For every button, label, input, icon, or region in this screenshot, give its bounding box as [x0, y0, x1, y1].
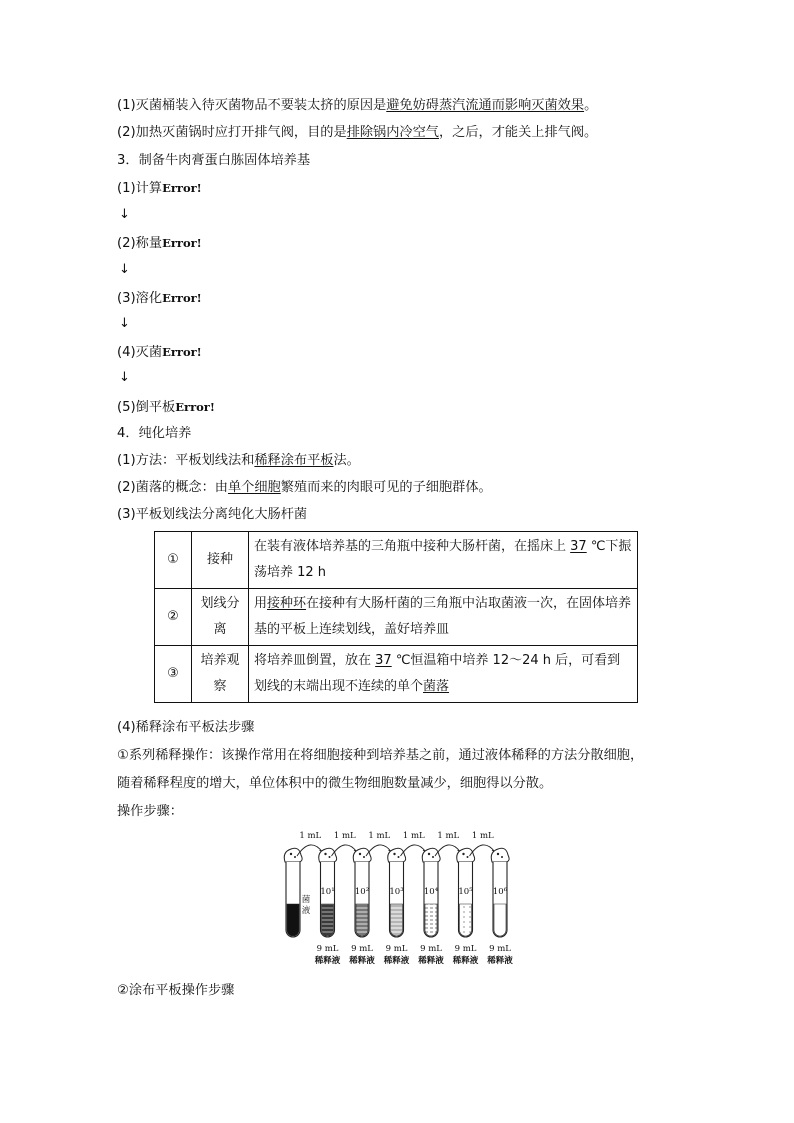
cotton-dot [363, 856, 365, 858]
step-sterilize [117, 342, 202, 363]
cotton-dot [462, 853, 464, 855]
paragraph-serial-dilution-2: 随着稀释程度的增大，单位体积中的微生物细胞数量减少，细胞得以分散。 [117, 776, 553, 791]
text: (2)加热灭菌锅时应打开排气阀，目的是 [117, 125, 347, 140]
cotton-dot [428, 853, 430, 855]
tube-liquid [425, 904, 437, 936]
step-label: (2)称量 [117, 236, 163, 251]
paragraph-colony-concept [117, 478, 492, 498]
paragraph-serial-dilution-1: ①系列稀释操作：该操作常用在将细胞接种到培养基之前，通过液体稀释的方法分散细胞， [117, 748, 644, 763]
row-description [249, 646, 638, 703]
answer-underlined: 单个细胞 [228, 480, 281, 495]
step-label: (5)倒平板 [117, 400, 176, 415]
paragraph-exhaust-valve [117, 123, 597, 143]
dilution-label: 10⁶ [492, 887, 508, 897]
step-weigh [117, 233, 202, 254]
tube-liquid [356, 904, 368, 936]
row-number: ① [155, 532, 192, 589]
paragraph-streak-title: (3)平板划线法分离纯化大肠杆菌 [117, 507, 308, 522]
transfer-label: 1 mL [299, 831, 322, 841]
row-description [249, 532, 638, 589]
volume-label: 9 mL [420, 944, 442, 954]
transfer-label: 1 mL [471, 831, 494, 841]
row-step: 培养观察 [192, 646, 249, 703]
cotton-dot [329, 856, 331, 858]
cotton-dot [501, 856, 503, 858]
error-text: Error! [162, 236, 202, 250]
text: 在接种有大肠杆菌的三角瓶中沾取菌液一次，在固体培养基的平板上连续划线，盖好培养皿 [254, 596, 632, 637]
text: 繁殖而来的肉眼可见的子细胞群体。 [280, 480, 492, 495]
error-text: Error! [162, 345, 202, 359]
error-text: Error! [162, 181, 202, 195]
answer-underlined: 接种环 [267, 596, 307, 611]
dilution-label: 10⁵ [458, 887, 473, 897]
diluent-label: 稀释液 [383, 956, 410, 966]
heading-section-4: 4．纯化培养 [117, 426, 192, 441]
text: (1)方法：平板划线法和 [117, 453, 255, 468]
text: 法。 [333, 453, 360, 468]
paragraph-spread-steps: ②涂布平板操作步骤 [117, 983, 235, 998]
volume-label: 9 mL [316, 944, 339, 954]
tube-liquid [391, 904, 403, 936]
cotton-dot [432, 856, 434, 858]
step-label: (1)计算 [117, 181, 163, 196]
answer-underlined: 排除锅内冷空气 [346, 125, 439, 140]
transfer-label: 1 mL [333, 831, 356, 841]
diluent-label: 稀释液 [452, 956, 479, 966]
error-text: Error! [175, 400, 215, 414]
down-arrow-icon: ↓ [119, 370, 130, 385]
text: ℃恒温箱中培养 12～24 h 后，可看到划线的末端出现不连续的单个 [254, 653, 621, 694]
paragraph-autoclave-loading [117, 96, 597, 116]
dilution-label: 10¹ [320, 887, 335, 897]
text: ，之后，才能关上排气阀。 [439, 125, 598, 140]
down-arrow-icon: ↓ [119, 262, 130, 277]
volume-label: 9 mL [489, 944, 511, 954]
cotton-dot [398, 856, 400, 858]
text: ℃下振荡培养 12 h [254, 539, 632, 580]
down-arrow-icon: ↓ [119, 207, 130, 222]
answer-underlined: 菌落 [423, 679, 450, 694]
cotton-dot [467, 856, 469, 858]
volume-label: 9 mL [454, 944, 477, 954]
diluent-label: 稀释液 [418, 956, 444, 966]
text: 。 [584, 98, 598, 113]
tube-liquid [494, 904, 506, 936]
cotton-dot [324, 853, 326, 855]
diluent-label: 稀释液 [349, 956, 375, 966]
step-label: (4)灭菌 [117, 345, 163, 360]
first-tube-label: 菌 [301, 895, 311, 905]
cotton-dot [393, 853, 395, 855]
text: (1)灭菌桶装入待灭菌物品不要装太挤的原因是 [117, 98, 387, 113]
row-number: ③ [155, 646, 192, 703]
step-label: (3)溶化 [117, 291, 163, 306]
text: 用 [254, 596, 268, 611]
answer-underlined: 避免妨碍蒸汽流通而影响灭菌效果 [386, 98, 585, 113]
row-step: 划线分离 [192, 589, 249, 646]
step-pour-plate [117, 397, 215, 418]
text: 在装有液体培养基的三角瓶中接种大肠杆菌，在摇床上 [254, 539, 571, 554]
text: 将培养皿倒置，放在 [254, 653, 376, 668]
row-step: 接种 [192, 532, 249, 589]
down-arrow-icon: ↓ [119, 316, 130, 331]
row-description [249, 589, 638, 646]
cotton-dot [497, 853, 499, 855]
dilution-label: 10⁴ [423, 887, 439, 897]
tube-liquid [287, 904, 299, 936]
step-calculate [117, 178, 202, 199]
transfer-label: 1 mL [402, 831, 425, 841]
answer-underlined: 37 [570, 539, 587, 554]
volume-label: 9 mL [351, 944, 373, 954]
cotton-dot [294, 856, 296, 858]
heading-section-3: 3．制备牛肉膏蛋白胨固体培养基 [117, 153, 311, 168]
table-row [155, 646, 638, 703]
diluent-label: 稀释液 [314, 956, 341, 966]
answer-underlined: 37 [375, 653, 392, 668]
table-row [155, 532, 638, 589]
step-dissolve [117, 288, 202, 309]
text: (2)菌落的概念：由 [117, 480, 228, 495]
paragraph-spread-title: (4)稀释涂布平板法步骤 [117, 720, 255, 735]
cotton-plug [284, 848, 302, 862]
volume-label: 9 mL [385, 944, 408, 954]
tube-liquid [322, 904, 334, 936]
paragraph-methods [117, 451, 360, 471]
error-text: Error! [162, 291, 202, 305]
transfer-label: 1 mL [437, 831, 460, 841]
dilution-label: 10³ [389, 887, 404, 897]
dilution-label: 10² [354, 887, 370, 897]
transfer-label: 1 mL [368, 831, 391, 841]
paragraph-steps-label: 操作步骤： [117, 804, 183, 819]
cotton-dot [290, 853, 292, 855]
first-tube-label: 液 [301, 906, 311, 916]
tube-liquid [460, 904, 472, 936]
cotton-dot [359, 853, 361, 855]
diluent-label: 稀释液 [487, 956, 513, 966]
row-number: ② [155, 589, 192, 646]
table-row [155, 589, 638, 646]
serial-dilution-diagram [270, 830, 530, 970]
answer-underlined: 稀释涂布平板 [254, 453, 334, 468]
streak-plate-table [154, 531, 638, 703]
